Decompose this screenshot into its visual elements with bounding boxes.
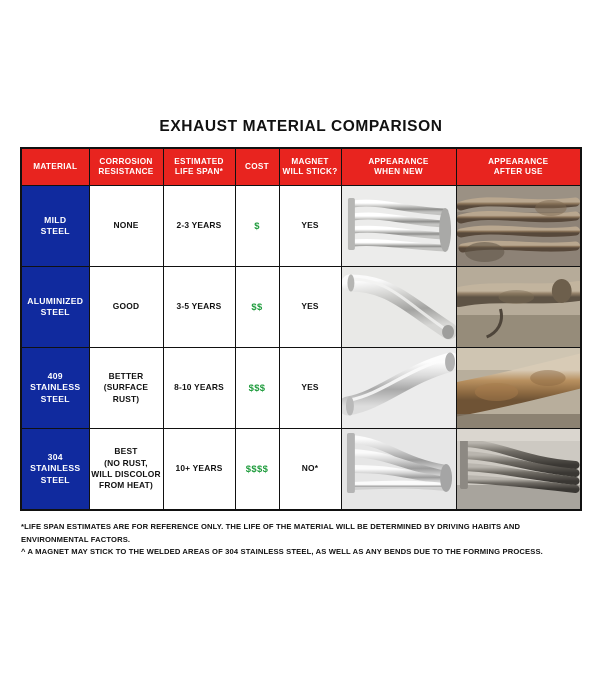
table-row <box>21 348 581 429</box>
header-line: WILL STICK? <box>282 167 338 176</box>
corroded-aluminized-pipe-illustration <box>457 267 581 347</box>
corrosion-line: BEST <box>114 446 138 457</box>
corrosion-line: (SURFACE <box>103 382 149 393</box>
cell-cost: $ <box>235 186 279 267</box>
cell-corrosion-resistance <box>89 267 163 348</box>
corrosion-line: RUST) <box>112 393 140 404</box>
409-stainless-pipe-new-photo <box>342 348 456 428</box>
footnote-lifespan: *LIFE SPAN ESTIMATES ARE FOR REFERENCE ONLY. THE LIFE OF THE MATERIAL WILL BE DETERMINED BY DRIVING HABITS AND ENVIRONMENTAL FACTORS. <box>21 522 521 544</box>
cell-appearance-used <box>456 186 581 267</box>
column-header-material <box>21 148 89 186</box>
header-line: APPEARANCE <box>488 156 549 166</box>
material-line: 409 <box>47 371 63 382</box>
table-row <box>21 267 581 348</box>
cell-appearance-used <box>456 267 581 348</box>
cell-material <box>21 186 89 267</box>
cell-cost: $$ <box>235 267 279 348</box>
cell-appearance-used <box>456 429 581 511</box>
material-line: STAINLESS <box>30 463 81 474</box>
table-row <box>21 429 581 511</box>
header-line: APPEARANCE <box>368 156 429 166</box>
header-line: COST <box>245 161 269 171</box>
cell-material <box>21 267 89 348</box>
cell-corrosion-resistance <box>89 348 163 429</box>
material-line: STEEL <box>40 226 70 236</box>
cell-life-span: 2-3 YEARS <box>163 186 235 267</box>
cell-appearance-used <box>456 348 581 429</box>
cell-appearance-new <box>341 348 456 429</box>
cell-corrosion-resistance <box>89 186 163 267</box>
header-line: MATERIAL <box>33 161 78 171</box>
cell-appearance-new <box>341 429 456 511</box>
header-line: ESTIMATED <box>174 156 224 166</box>
material-line: STEEL <box>40 393 70 404</box>
aluminized-pipe-corroded-photo <box>457 267 581 347</box>
corrosion-line: WILL DISCOLOR <box>91 469 161 479</box>
stainless-straight-pipe-illustration <box>342 348 456 428</box>
header-line: AFTER USE <box>493 167 543 176</box>
material-line: STEEL <box>40 307 70 317</box>
stainless-headers-illustration <box>342 429 456 509</box>
304-stainless-headers-new-photo <box>342 429 456 509</box>
mild-steel-headers-rusted-photo <box>457 186 581 266</box>
column-header-appearance-after-use <box>456 148 581 186</box>
rusted-header-pipes-illustration <box>457 186 581 266</box>
column-header-cost <box>235 148 279 186</box>
footnotes <box>21 521 581 559</box>
table-header-row <box>21 148 581 186</box>
cell-appearance-new <box>341 186 456 267</box>
corrosion-line: NONE <box>113 220 139 231</box>
exhaust-material-comparison-table <box>20 147 582 511</box>
header-line: MAGNET <box>291 156 329 166</box>
column-header-magnet-will-stick <box>279 148 341 186</box>
header-line: WHEN NEW <box>374 167 423 176</box>
corrosion-line: FROM HEAT) <box>99 480 153 491</box>
corrosion-line: GOOD <box>112 301 140 312</box>
column-header-estimated-life-span <box>163 148 235 186</box>
column-header-appearance-when-new <box>341 148 456 186</box>
cell-material <box>21 429 89 511</box>
cell-magnet: NO* <box>279 429 341 511</box>
cell-life-span: 3-5 YEARS <box>163 267 235 348</box>
page-title: EXHAUST MATERIAL COMPARISON <box>159 118 443 135</box>
header-line: LIFE SPAN* <box>174 167 224 176</box>
aluminized-pipe-new-photo <box>342 267 456 347</box>
corrosion-line: BETTER <box>108 370 144 381</box>
header-line: RESISTANCE <box>98 167 154 176</box>
header-line: CORROSION <box>99 156 153 166</box>
cell-cost: $$$$ <box>235 429 279 511</box>
cell-magnet: YES <box>279 186 341 267</box>
cell-life-span: 10+ YEARS <box>163 429 235 511</box>
footnote-magnet: ^ A MAGNET MAY STICK TO THE WELDED AREAS OF 304 STAINLESS STEEL, AS WELL AS ANY BENDS DUE TO THE FORMING PROCESS. <box>21 547 543 557</box>
corrosion-line: (NO RUST, <box>104 457 148 468</box>
material-line: STAINLESS <box>30 382 81 393</box>
surface-rust-pipe-illustration <box>457 348 581 428</box>
cell-life-span: 8-10 YEARS <box>163 348 235 429</box>
material-line: MILD <box>44 214 67 225</box>
cell-magnet: YES <box>279 348 341 429</box>
cell-magnet: YES <box>279 267 341 348</box>
304-stainless-headers-discolored-photo <box>457 429 581 509</box>
column-header-corrosion-resistance <box>89 148 163 186</box>
table-row <box>21 186 581 267</box>
aluminized-bent-pipe-illustration <box>342 267 456 347</box>
409-stainless-pipe-surface-rust-photo <box>457 348 581 428</box>
material-line: STEEL <box>40 474 70 485</box>
discolored-stainless-headers-illustration <box>457 429 581 509</box>
cell-corrosion-resistance <box>89 429 163 511</box>
material-line: 304 <box>47 452 63 463</box>
cell-material <box>21 348 89 429</box>
mild-steel-headers-new-photo <box>342 186 456 266</box>
header-pipes-illustration <box>342 186 456 266</box>
cell-cost: $$$ <box>235 348 279 429</box>
cell-appearance-new <box>341 267 456 348</box>
material-line: ALUMINIZED <box>27 295 84 306</box>
